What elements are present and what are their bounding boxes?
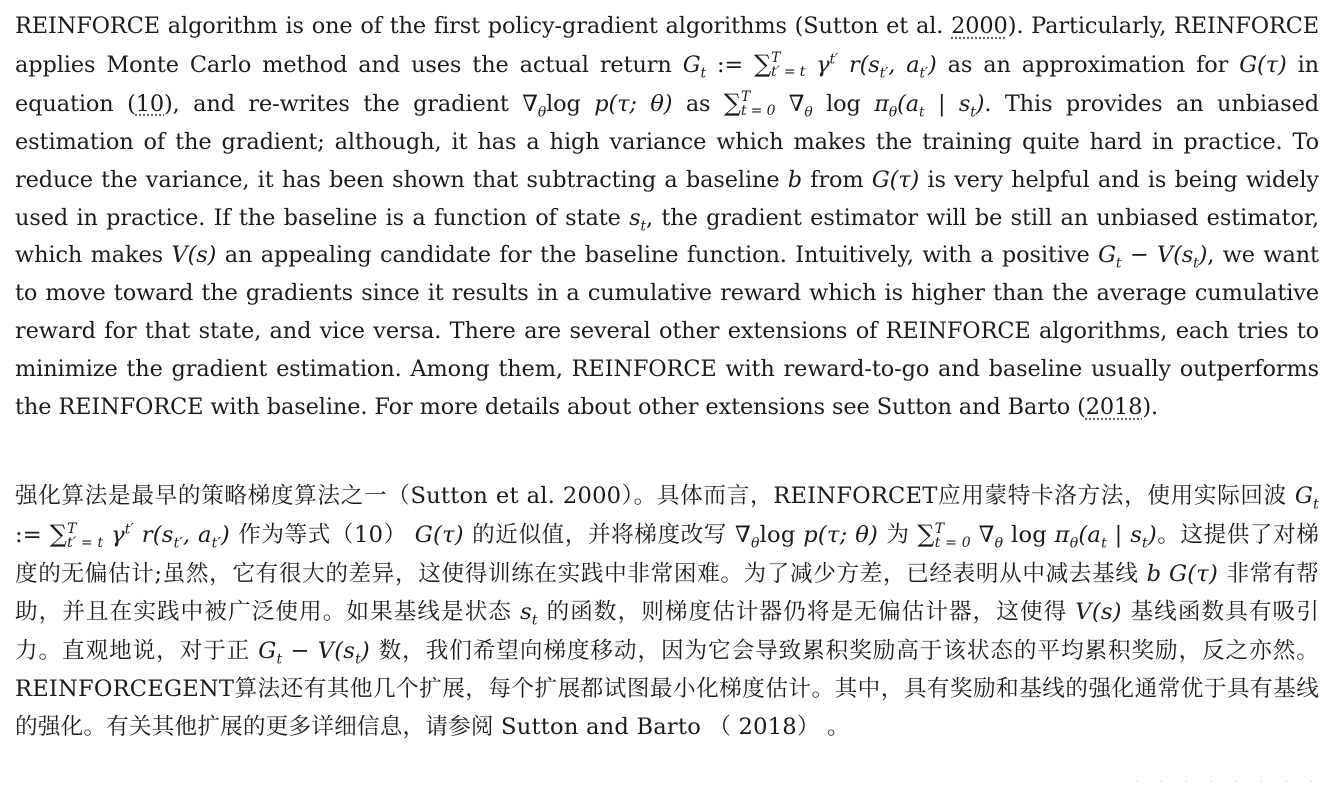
zh-formula-return: $G_t$ := ∑ T t′ = t $\gamma^{t'}$ $r(s_{t'}$, $a_{t'}$) bbox=[15, 483, 1319, 552]
en-text-1: REINFORCE algorithm is one of the first policy-gradient algorithms (Sutton et al. bbox=[15, 13, 944, 39]
formula-advantage: $G_t - V(s_t)$ bbox=[1098, 242, 1208, 272]
en-text-1b: ). Particularly, REINFORCE applies Monte Carlo method and uses the actual return bbox=[15, 13, 1319, 78]
chinese-paragraph bbox=[15, 477, 1319, 747]
formula-policy-gradient: ∑ T t = 0 $\nabla_\theta$ $\log \pi_\theta(a_t$ | $s_t$) bbox=[723, 88, 985, 121]
zh-text-4: 为 bbox=[886, 522, 910, 549]
watermark: · · · · · · · · bbox=[1134, 775, 1322, 788]
formula-g-tau: G(τ) bbox=[1239, 51, 1287, 78]
en-text-10: an appealing candidate for the baseline function. Intuitively, with a positive bbox=[224, 242, 1090, 269]
zh-text-5: 。这提供了对梯度的无偏估计;虽然，它有很大的差异，这使得训练在实践中非常困难。为了减少方差，已经表明从中减去基线 bbox=[15, 522, 1320, 587]
zh-formula-state: $s_t$ bbox=[520, 599, 538, 629]
en-text-2: as an approximation for bbox=[947, 51, 1229, 78]
en-text-9: , the gradient estimator will be still an unbiased estimator, which makes bbox=[15, 204, 1319, 269]
zh-formula-b-g: b G(τ) bbox=[1146, 560, 1219, 587]
formula-return: $G_t$ := ∑ T t′ = t $\gamma^{t'}$ $r(s_{t'}$, $a_{t'}$) bbox=[682, 49, 937, 82]
zh-formula-advantage: $G_t - V(s_t)$ bbox=[258, 637, 370, 668]
zh-formula-value: V(s) bbox=[1075, 599, 1122, 626]
equation-ref-link[interactable]: 10 bbox=[135, 90, 165, 117]
formula-state: $s_t$ bbox=[629, 204, 646, 234]
citation-year-2018[interactable]: 2018 bbox=[1085, 394, 1143, 421]
en-text-3: in equation ( bbox=[15, 51, 1319, 117]
formula-g-tau-2: G(τ) bbox=[871, 166, 920, 193]
zh-text-7: 的函数，则梯度估计器仍将是无偏估计器，这使得 bbox=[545, 599, 1068, 626]
zh-text-3: 的近似值，并将梯度改写 bbox=[471, 522, 727, 549]
en-text-4: ), and re-writes the gradient bbox=[164, 90, 509, 117]
zh-text-8: 基线函数具有吸引力。直观地说，对于正 bbox=[15, 599, 1319, 664]
zh-text-9: 数，我们希望向梯度移动，因为它会导致累积奖励高于该状态的平均累积奖励，反之亦然。REINFORCEGENT算法还有其他几个扩展，每个扩展都试图最小化梯度估计。其中，具有奖励和基线的强化通常优于具有基线的强化。有关其他扩展的更多详细信息，请参阅 Sutton and Barto （ 2018） 。 bbox=[15, 637, 1320, 741]
zh-text-1: 强化算法是最早的策略梯度算法之一（Sutton et al. 2000）。具体而言，REINFORCET应用蒙特卡洛方法，使用实际回波 bbox=[15, 483, 1287, 509]
english-paragraph bbox=[15, 8, 1319, 427]
en-text-6: . This provides an unbiased estimation of the gradient; although, it has a high variance which makes the training quite hard in practice. To reduce the variance, it has been shown that subtracting a baseline bbox=[15, 90, 1319, 193]
zh-text-2: 作为等式（10） bbox=[237, 522, 407, 549]
zh-formula-gradient: $\nabla_\theta\log$ p(τ; θ) bbox=[734, 522, 879, 552]
zh-formula-g-tau: G(τ) bbox=[414, 522, 464, 549]
en-text-11: , we want to move toward the gradients since it results in a cumulative reward which is higher than the average cumulative reward for that state, and vice versa. There are several other extensions of REINFORCE algorithms, each tries to minimize the gradient estimation. Among them, REINFORCE with reward-to-go and baseline usually outperforms the REINFORCE with baseline. For more details about other extensions see Sutton and Barto ( bbox=[15, 242, 1319, 421]
en-text-8: is very helpful and is being widely used in practice. If the baseline is a function of state bbox=[15, 166, 1319, 231]
formula-value: V(s) bbox=[171, 242, 217, 269]
formula-gradient: $\nabla_\theta\log$ p(τ; θ) bbox=[522, 90, 673, 121]
formula-baseline-b: b bbox=[787, 166, 803, 193]
zh-formula-policy-gradient: ∑ T t = 0 $\nabla_\theta$ $\log \pi_\theta(a_t$ | $s_t$) bbox=[917, 520, 1157, 552]
zh-text-6: 非常有帮助，并且在实践中被广泛使用。如果基线是状态 bbox=[15, 560, 1319, 626]
en-text-5: as bbox=[685, 90, 711, 117]
en-text-12: ). bbox=[1142, 394, 1159, 421]
en-text-7: from bbox=[810, 166, 864, 193]
citation-year-2000[interactable]: 2000 bbox=[951, 13, 1008, 39]
